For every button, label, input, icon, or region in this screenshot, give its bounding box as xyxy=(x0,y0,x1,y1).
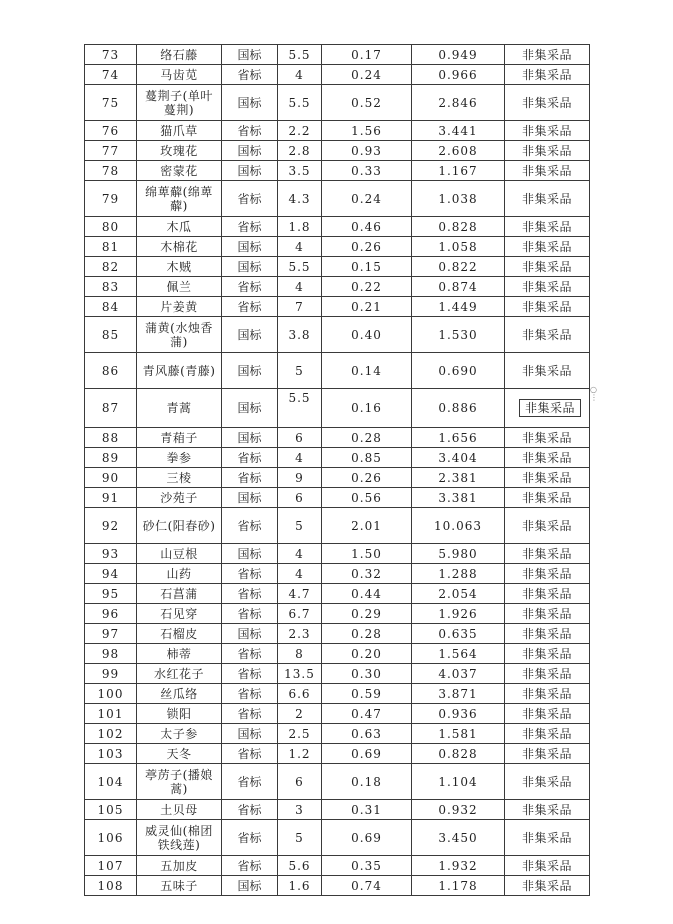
table-row xyxy=(85,85,590,121)
value-2-cell: 0.40 xyxy=(322,317,412,353)
standard-type-cell: 国标 xyxy=(222,544,278,564)
value-2-cell: 0.56 xyxy=(322,488,412,508)
value-1-cell: 4 xyxy=(278,65,322,85)
value-3-cell: 0.828 xyxy=(412,744,505,764)
value-3-cell: 1.564 xyxy=(412,644,505,664)
standard-type-cell: 省标 xyxy=(222,121,278,141)
standard-type-cell: 国标 xyxy=(222,317,278,353)
value-1-cell: 2 xyxy=(278,704,322,724)
value-3-cell: 2.846 xyxy=(412,85,505,121)
value-2-cell: 0.47 xyxy=(322,704,412,724)
value-3-cell: 2.608 xyxy=(412,141,505,161)
procurement-status-cell: 非集采品 xyxy=(505,317,590,353)
value-1-cell: 13.5 xyxy=(278,664,322,684)
procurement-status-cell: 非集采品 xyxy=(505,584,590,604)
value-3-cell: 0.690 xyxy=(412,353,505,389)
procurement-status-cell: 非集采品 xyxy=(505,217,590,237)
procurement-status-cell: 非集采品 xyxy=(505,664,590,684)
herb-name-cell: 山药 xyxy=(137,564,222,584)
value-3-cell: 3.871 xyxy=(412,684,505,704)
standard-type-cell: 省标 xyxy=(222,764,278,800)
standard-type-cell: 省标 xyxy=(222,684,278,704)
value-2-cell: 0.35 xyxy=(322,856,412,876)
procurement-status-cell: 非集采品 xyxy=(505,624,590,644)
value-3-cell: 3.404 xyxy=(412,448,505,468)
herb-name-cell: 柿蒂 xyxy=(137,644,222,664)
table-body xyxy=(85,45,590,896)
standard-type-cell: 省标 xyxy=(222,856,278,876)
procurement-status-cell: 非集采品 xyxy=(505,564,590,584)
value-3-cell: 1.288 xyxy=(412,564,505,584)
value-1-cell: 1.2 xyxy=(278,744,322,764)
value-2-cell: 0.74 xyxy=(322,876,412,896)
herb-name-cell: 水红花子 xyxy=(137,664,222,684)
value-3-cell: 3.381 xyxy=(412,488,505,508)
table-row xyxy=(85,664,590,684)
standard-type-cell: 国标 xyxy=(222,85,278,121)
row-number-cell: 79 xyxy=(85,181,137,217)
standard-type-cell: 省标 xyxy=(222,820,278,856)
standard-type-cell: 省标 xyxy=(222,704,278,724)
standard-type-cell: 国标 xyxy=(222,389,278,428)
value-1-cell: 4 xyxy=(278,237,322,257)
value-2-cell: 0.17 xyxy=(322,45,412,65)
procurement-status-cell: 非集采品 xyxy=(505,604,590,624)
herb-name-cell: 威灵仙(棉团铁线莲) xyxy=(137,820,222,856)
value-2-cell: 0.30 xyxy=(322,664,412,684)
value-2-cell: 0.85 xyxy=(322,448,412,468)
herb-name-cell: 猫爪草 xyxy=(137,121,222,141)
value-3-cell: 0.822 xyxy=(412,257,505,277)
value-2-cell: 0.44 xyxy=(322,584,412,604)
value-1-cell: 6 xyxy=(278,428,322,448)
value-2-cell: 2.01 xyxy=(322,508,412,544)
table-row xyxy=(85,257,590,277)
value-3-cell: 1.530 xyxy=(412,317,505,353)
row-number-cell: 99 xyxy=(85,664,137,684)
value-3-cell: 1.038 xyxy=(412,181,505,217)
table-row xyxy=(85,704,590,724)
row-number-cell: 89 xyxy=(85,448,137,468)
value-2-cell: 0.14 xyxy=(322,353,412,389)
procurement-status-cell: 非集采品 xyxy=(505,820,590,856)
table-row xyxy=(85,544,590,564)
value-3-cell: 3.441 xyxy=(412,121,505,141)
table-row xyxy=(85,297,590,317)
value-1-cell: 5 xyxy=(278,508,322,544)
table-row xyxy=(85,389,590,428)
row-number-cell: 101 xyxy=(85,704,137,724)
value-3-cell: 0.874 xyxy=(412,277,505,297)
standard-type-cell: 国标 xyxy=(222,45,278,65)
value-2-cell: 1.56 xyxy=(322,121,412,141)
value-2-cell: 0.59 xyxy=(322,684,412,704)
table-row xyxy=(85,564,590,584)
value-1-cell: 2.3 xyxy=(278,624,322,644)
row-number-cell: 108 xyxy=(85,876,137,896)
row-number-cell: 102 xyxy=(85,724,137,744)
procurement-status-cell: 非集采品 xyxy=(505,468,590,488)
standard-type-cell: 省标 xyxy=(222,217,278,237)
standard-type-cell: 省标 xyxy=(222,468,278,488)
row-number-cell: 104 xyxy=(85,764,137,800)
value-3-cell: 0.886 xyxy=(412,389,505,428)
value-3-cell: 1.656 xyxy=(412,428,505,448)
table-row xyxy=(85,724,590,744)
standard-type-cell: 省标 xyxy=(222,297,278,317)
value-3-cell: 0.966 xyxy=(412,65,505,85)
table-row xyxy=(85,624,590,644)
value-3-cell: 0.936 xyxy=(412,704,505,724)
herb-name-cell: 拳参 xyxy=(137,448,222,468)
herb-name-cell: 沙苑子 xyxy=(137,488,222,508)
value-1-cell: 5.5 xyxy=(278,85,322,121)
standard-type-cell: 省标 xyxy=(222,508,278,544)
value-1-cell: 4 xyxy=(278,544,322,564)
value-3-cell: 1.449 xyxy=(412,297,505,317)
value-1-cell: 4.3 xyxy=(278,181,322,217)
standard-type-cell: 省标 xyxy=(222,564,278,584)
procurement-status-cell: 非集采品 xyxy=(505,181,590,217)
herb-name-cell: 木棉花 xyxy=(137,237,222,257)
row-number-cell: 85 xyxy=(85,317,137,353)
table-row xyxy=(85,468,590,488)
value-3-cell: 1.581 xyxy=(412,724,505,744)
table-row xyxy=(85,317,590,353)
row-number-cell: 97 xyxy=(85,624,137,644)
value-1-cell: 7 xyxy=(278,297,322,317)
standard-type-cell: 国标 xyxy=(222,428,278,448)
herb-name-cell: 蒲黄(水烛香蒲) xyxy=(137,317,222,353)
standard-type-cell: 省标 xyxy=(222,644,278,664)
value-3-cell: 5.980 xyxy=(412,544,505,564)
row-number-cell: 91 xyxy=(85,488,137,508)
standard-type-cell: 国标 xyxy=(222,724,278,744)
table-row xyxy=(85,604,590,624)
value-3-cell: 1.926 xyxy=(412,604,505,624)
procurement-status-cell: 非集采品 xyxy=(505,277,590,297)
value-2-cell: 0.22 xyxy=(322,277,412,297)
value-3-cell: 10.063 xyxy=(412,508,505,544)
herb-name-cell: 青风藤(青藤) xyxy=(137,353,222,389)
value-1-cell: 5.6 xyxy=(278,856,322,876)
herb-name-cell: 太子参 xyxy=(137,724,222,744)
procurement-status-cell: 非集采品 xyxy=(505,508,590,544)
herb-name-cell: 石见穿 xyxy=(137,604,222,624)
value-1-cell: 5 xyxy=(278,353,322,389)
value-3-cell: 0.828 xyxy=(412,217,505,237)
value-3-cell: 1.932 xyxy=(412,856,505,876)
value-2-cell: 0.46 xyxy=(322,217,412,237)
value-1-cell: 6.6 xyxy=(278,684,322,704)
procurement-status-cell: 非集采品 xyxy=(505,297,590,317)
table-row xyxy=(85,237,590,257)
row-number-cell: 74 xyxy=(85,65,137,85)
standard-type-cell: 国标 xyxy=(222,876,278,896)
value-2-cell: 0.24 xyxy=(322,65,412,85)
table-row xyxy=(85,684,590,704)
value-2-cell: 0.20 xyxy=(322,644,412,664)
procurement-status-cell: 非集采品 xyxy=(505,121,590,141)
herb-name-cell: 绵萆薢(绵萆薢) xyxy=(137,181,222,217)
value-2-cell: 0.15 xyxy=(322,257,412,277)
standard-type-cell: 省标 xyxy=(222,448,278,468)
value-1-cell: 4 xyxy=(278,564,322,584)
herb-name-cell: 砂仁(阳春砂) xyxy=(137,508,222,544)
row-number-cell: 78 xyxy=(85,161,137,181)
herb-name-cell: 蔓荆子(单叶蔓荆) xyxy=(137,85,222,121)
row-number-cell: 88 xyxy=(85,428,137,448)
herb-name-cell: 石菖蒲 xyxy=(137,584,222,604)
standard-type-cell: 省标 xyxy=(222,664,278,684)
row-number-cell: 98 xyxy=(85,644,137,664)
value-2-cell: 0.28 xyxy=(322,624,412,644)
standard-type-cell: 国标 xyxy=(222,624,278,644)
table-row xyxy=(85,141,590,161)
value-1-cell: 3.8 xyxy=(278,317,322,353)
procurement-status-cell: 非集采品 xyxy=(505,257,590,277)
table-row xyxy=(85,856,590,876)
table-row xyxy=(85,277,590,297)
value-2-cell: 0.69 xyxy=(322,820,412,856)
row-number-cell: 96 xyxy=(85,604,137,624)
table-row xyxy=(85,217,590,237)
standard-type-cell: 省标 xyxy=(222,277,278,297)
procurement-status-cell: 非集采品 xyxy=(505,856,590,876)
row-number-cell: 77 xyxy=(85,141,137,161)
value-3-cell: 4.037 xyxy=(412,664,505,684)
herb-name-cell: 土贝母 xyxy=(137,800,222,820)
value-2-cell: 0.26 xyxy=(322,237,412,257)
herb-name-cell: 络石藤 xyxy=(137,45,222,65)
value-1-cell: 1.6 xyxy=(278,876,322,896)
value-3-cell: 1.104 xyxy=(412,764,505,800)
value-2-cell: 0.21 xyxy=(322,297,412,317)
standard-type-cell: 国标 xyxy=(222,257,278,277)
table-row xyxy=(85,584,590,604)
standard-type-cell: 省标 xyxy=(222,800,278,820)
value-1-cell: 1.8 xyxy=(278,217,322,237)
table-row xyxy=(85,65,590,85)
procurement-status-cell: 非集采品 xyxy=(505,65,590,85)
value-1-cell: 2.2 xyxy=(278,121,322,141)
row-number-cell: 107 xyxy=(85,856,137,876)
procurement-status-cell: 非集采品 xyxy=(505,744,590,764)
herb-name-cell: 青葙子 xyxy=(137,428,222,448)
value-2-cell: 0.18 xyxy=(322,764,412,800)
herb-name-cell: 三棱 xyxy=(137,468,222,488)
procurement-status-cell: 非集采品 xyxy=(505,704,590,724)
row-number-cell: 103 xyxy=(85,744,137,764)
row-number-cell: 73 xyxy=(85,45,137,65)
standard-type-cell: 省标 xyxy=(222,181,278,217)
herb-name-cell: 玫瑰花 xyxy=(137,141,222,161)
procurement-status-cell: 非集采品 xyxy=(505,141,590,161)
procurement-status-cell: 非集采品 xyxy=(505,237,590,257)
row-number-cell: 95 xyxy=(85,584,137,604)
table-row xyxy=(85,876,590,896)
herb-name-cell: 葶苈子(播娘蒿) xyxy=(137,764,222,800)
herb-name-cell: 密蒙花 xyxy=(137,161,222,181)
value-1-cell: 5.5 xyxy=(278,45,322,65)
value-2-cell: 0.16 xyxy=(322,389,412,428)
herb-name-cell: 山豆根 xyxy=(137,544,222,564)
value-2-cell: 0.26 xyxy=(322,468,412,488)
table-row xyxy=(85,508,590,544)
procurement-status-cell: 非集采品 xyxy=(505,353,590,389)
value-3-cell: 0.932 xyxy=(412,800,505,820)
row-number-cell: 90 xyxy=(85,468,137,488)
value-1-cell: 3 xyxy=(278,800,322,820)
table-row xyxy=(85,45,590,65)
table-row xyxy=(85,428,590,448)
table-row xyxy=(85,161,590,181)
value-2-cell: 0.32 xyxy=(322,564,412,584)
procurement-status-cell: 非集采品 xyxy=(505,85,590,121)
value-1-cell: 8 xyxy=(278,644,322,664)
row-number-cell: 76 xyxy=(85,121,137,141)
procurement-status-cell: 非集采品 xyxy=(505,161,590,181)
row-number-cell: 93 xyxy=(85,544,137,564)
table-row xyxy=(85,800,590,820)
procurement-status-cell xyxy=(505,389,590,428)
value-2-cell: 0.52 xyxy=(322,85,412,121)
value-3-cell: 2.054 xyxy=(412,584,505,604)
row-number-cell: 80 xyxy=(85,217,137,237)
herb-name-cell: 天冬 xyxy=(137,744,222,764)
table-row xyxy=(85,764,590,800)
row-number-cell: 94 xyxy=(85,564,137,584)
value-3-cell: 0.635 xyxy=(412,624,505,644)
herb-name-cell: 片姜黄 xyxy=(137,297,222,317)
value-3-cell: 3.450 xyxy=(412,820,505,856)
value-1-cell: 5.5 xyxy=(278,257,322,277)
value-1-cell: 6.7 xyxy=(278,604,322,624)
row-number-cell: 84 xyxy=(85,297,137,317)
standard-type-cell: 省标 xyxy=(222,744,278,764)
status-box: 非集采品 xyxy=(519,399,581,417)
herb-name-cell: 石榴皮 xyxy=(137,624,222,644)
standard-type-cell: 国标 xyxy=(222,353,278,389)
procurement-status-cell: 非集采品 xyxy=(505,684,590,704)
value-2-cell: 0.69 xyxy=(322,744,412,764)
procurement-status-cell: 非集采品 xyxy=(505,764,590,800)
row-number-cell: 81 xyxy=(85,237,137,257)
value-2-cell: 0.63 xyxy=(322,724,412,744)
row-number-cell: 75 xyxy=(85,85,137,121)
value-1-cell: 4 xyxy=(278,277,322,297)
table-row xyxy=(85,744,590,764)
value-1-cell: 6 xyxy=(278,764,322,800)
standard-type-cell: 国标 xyxy=(222,237,278,257)
standard-type-cell: 省标 xyxy=(222,604,278,624)
standard-type-cell: 省标 xyxy=(222,65,278,85)
row-number-cell: 92 xyxy=(85,508,137,544)
value-1-cell: 2.5 xyxy=(278,724,322,744)
standard-type-cell: 国标 xyxy=(222,161,278,181)
value-2-cell: 0.33 xyxy=(322,161,412,181)
value-2-cell: 0.31 xyxy=(322,800,412,820)
row-number-cell: 106 xyxy=(85,820,137,856)
value-3-cell: 0.949 xyxy=(412,45,505,65)
procurement-status-cell: 非集采品 xyxy=(505,448,590,468)
table-row xyxy=(85,121,590,141)
herb-name-cell: 五加皮 xyxy=(137,856,222,876)
value-1-cell: 5.5 xyxy=(278,389,322,428)
value-1-cell: 9 xyxy=(278,468,322,488)
value-1-cell: 6 xyxy=(278,488,322,508)
value-1-cell: 5 xyxy=(278,820,322,856)
herb-name-cell: 木瓜 xyxy=(137,217,222,237)
row-number-cell: 83 xyxy=(85,277,137,297)
row-number-cell: 105 xyxy=(85,800,137,820)
herb-name-cell: 马齿苋 xyxy=(137,65,222,85)
table-row xyxy=(85,448,590,468)
herb-price-table xyxy=(84,44,590,896)
procurement-status-cell: 非集采品 xyxy=(505,488,590,508)
herb-name-cell: 青蒿 xyxy=(137,389,222,428)
procurement-status-cell: 非集采品 xyxy=(505,876,590,896)
value-3-cell: 1.058 xyxy=(412,237,505,257)
standard-type-cell: 国标 xyxy=(222,488,278,508)
procurement-status-cell: 非集采品 xyxy=(505,428,590,448)
value-1-cell: 4 xyxy=(278,448,322,468)
table-row xyxy=(85,181,590,217)
value-3-cell: 2.381 xyxy=(412,468,505,488)
row-number-cell: 87 xyxy=(85,389,137,428)
value-2-cell: 0.29 xyxy=(322,604,412,624)
row-number-cell: 86 xyxy=(85,353,137,389)
table-row xyxy=(85,644,590,664)
standard-type-cell: 国标 xyxy=(222,141,278,161)
table-row xyxy=(85,488,590,508)
procurement-status-cell: 非集采品 xyxy=(505,644,590,664)
herb-name-cell: 木贼 xyxy=(137,257,222,277)
value-3-cell: 1.167 xyxy=(412,161,505,181)
value-2-cell: 0.28 xyxy=(322,428,412,448)
procurement-status-cell: 非集采品 xyxy=(505,544,590,564)
margin-mark: ○ ⋮ xyxy=(590,385,598,402)
herb-name-cell: 锁阳 xyxy=(137,704,222,724)
herb-name-cell: 佩兰 xyxy=(137,277,222,297)
value-2-cell: 0.24 xyxy=(322,181,412,217)
procurement-status-cell: 非集采品 xyxy=(505,800,590,820)
value-2-cell: 0.93 xyxy=(322,141,412,161)
row-number-cell: 82 xyxy=(85,257,137,277)
table-row xyxy=(85,353,590,389)
procurement-status-cell: 非集采品 xyxy=(505,45,590,65)
procurement-status-cell: 非集采品 xyxy=(505,724,590,744)
value-1-cell: 4.7 xyxy=(278,584,322,604)
value-2-cell: 1.50 xyxy=(322,544,412,564)
standard-type-cell: 省标 xyxy=(222,584,278,604)
value-1-cell: 3.5 xyxy=(278,161,322,181)
value-3-cell: 1.178 xyxy=(412,876,505,896)
table-row xyxy=(85,820,590,856)
value-1-cell: 2.8 xyxy=(278,141,322,161)
row-number-cell: 100 xyxy=(85,684,137,704)
herb-name-cell: 丝瓜络 xyxy=(137,684,222,704)
herb-name-cell: 五味子 xyxy=(137,876,222,896)
